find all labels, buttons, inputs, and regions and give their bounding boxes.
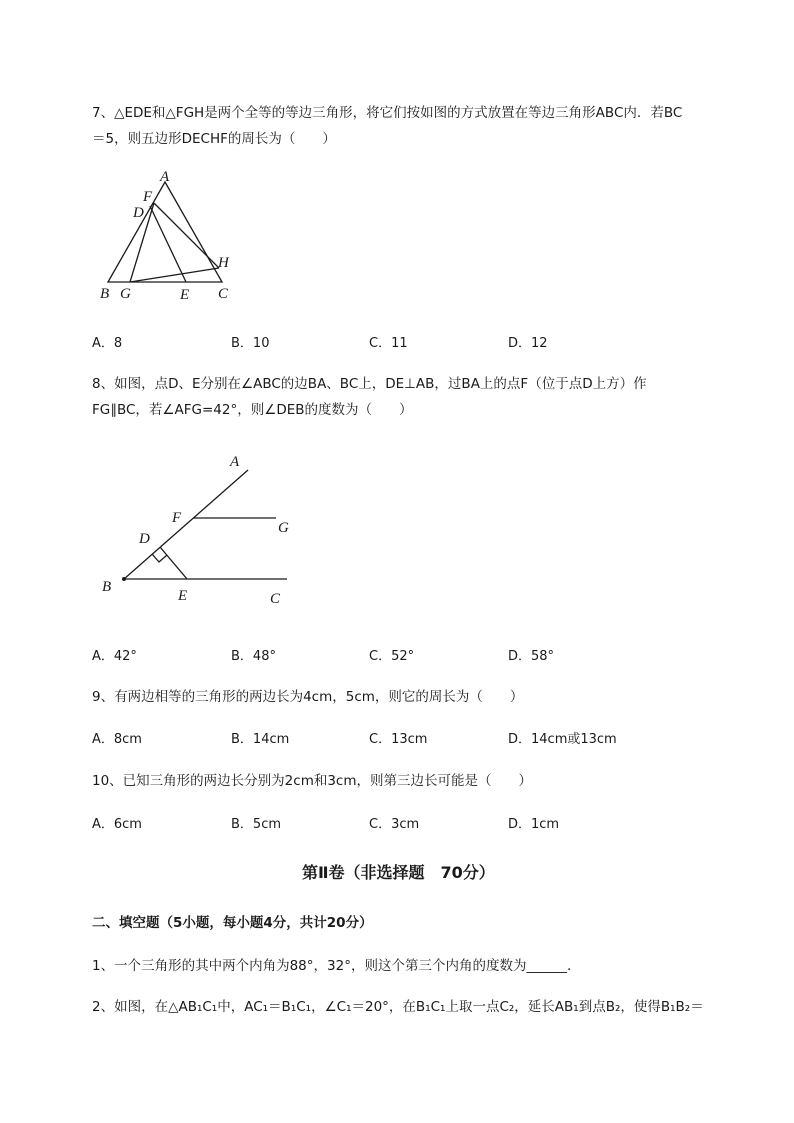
ray-ba	[124, 470, 248, 579]
q10-option-b: B．5cm	[231, 817, 282, 832]
section-heading: 二、填空题（5小题，每小题4分，共计20分）	[92, 915, 373, 931]
label-g: G	[120, 286, 131, 302]
label-f8: F	[172, 510, 182, 526]
q9-option-b: B．14cm	[231, 732, 290, 747]
q8-text-line2: FG∥BC，若∠AFG=42°，则∠DEB的度数为（ ）	[92, 402, 413, 418]
label-d8: D	[139, 531, 150, 547]
q8-option-d: D．58°	[508, 649, 555, 664]
label-c: C	[218, 286, 229, 302]
segment-de	[160, 547, 187, 579]
point-b	[122, 577, 126, 581]
label-f: F	[143, 189, 153, 205]
q7-option-b: B．10	[231, 336, 270, 351]
q9-option-a: A．8cm	[92, 732, 142, 747]
label-a8: A	[230, 454, 240, 470]
q7-option-c: C．11	[369, 336, 408, 351]
right-angle-mark	[152, 554, 167, 562]
q8-option-b: B．48°	[231, 649, 276, 664]
label-b: B	[100, 286, 110, 302]
q9-option-d: D．14cm或13cm	[508, 732, 617, 747]
q9-text: 9、有两边相等的三角形的两边长为4cm，5cm，则它的周长为（ ）	[92, 689, 524, 705]
q8-text-line1: 8、如图，点D、E分别在∠ABC的边BA、BC上，DE⊥AB，过BA上的点F（位于点D上方）作	[92, 376, 647, 392]
label-e8: E	[178, 588, 188, 604]
label-a: A	[160, 169, 170, 185]
q7-text-line2: ＝5，则五边形DECHF的周长为（ ）	[92, 131, 336, 147]
q7-text-line1: 7、△EDE和△FGH是两个全等的等边三角形，将它们按如图的方式放置在等边三角形ABC内．若BC	[92, 105, 683, 121]
q8-option-a: A．42°	[92, 649, 137, 664]
label-e: E	[180, 287, 190, 303]
part2-title: 第Ⅱ卷（非选择题 70分）	[302, 863, 495, 882]
label-h: H	[218, 255, 229, 271]
label-d: D	[133, 205, 144, 221]
label-b8: B	[102, 579, 112, 595]
q10-option-c: C．3cm	[369, 817, 420, 832]
q10-option-d: D．1cm	[508, 817, 560, 832]
q7-option-a: A．8	[92, 336, 123, 351]
fill-question-2: 2、如图，在△AB₁C₁中，AC₁＝B₁C₁，∠C₁＝20°，在B₁C₁上取一点C₂，延长AB₁到点B₂，使得B₁B₂＝	[92, 999, 704, 1015]
q7-option-d: D．12	[508, 336, 548, 351]
label-g8: G	[278, 520, 289, 536]
q9-option-c: C．13cm	[369, 732, 428, 747]
q10-text: 10、已知三角形的两边长分别为2cm和3cm，则第三边长可能是（ ）	[92, 773, 533, 789]
q10-option-a: A．6cm	[92, 817, 142, 832]
fill-question-1: 1、一个三角形的其中两个内角为88°，32°，则这个第三个内角的度数为______.	[92, 958, 572, 974]
q8-option-c: C．52°	[369, 649, 415, 664]
label-c8: C	[270, 591, 281, 607]
